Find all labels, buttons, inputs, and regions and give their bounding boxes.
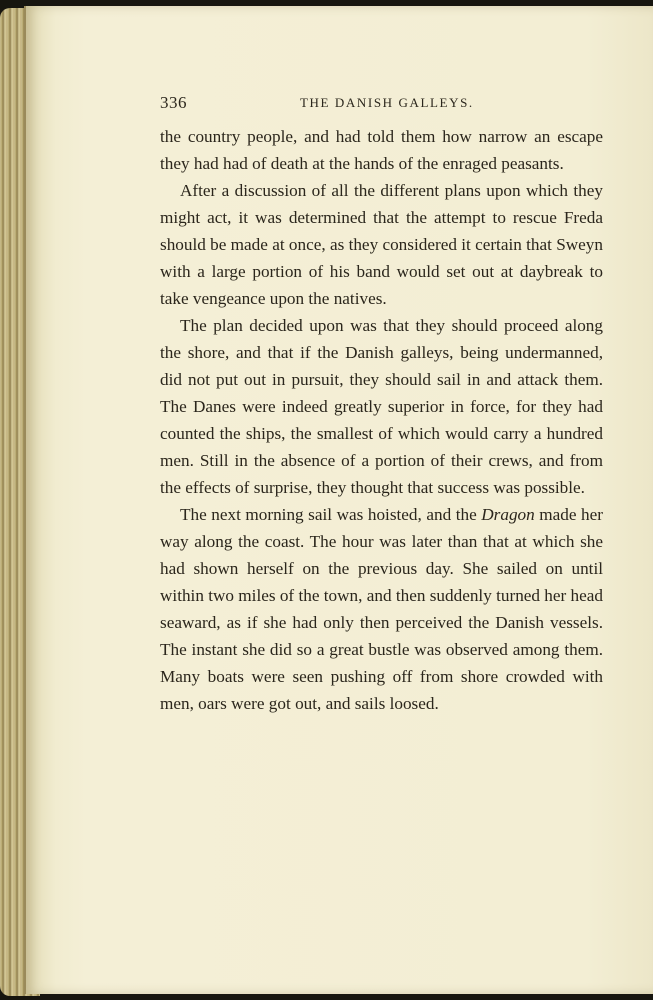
paragraph-1: the country people, and had told them how narrow an escape they had had of death at the hands of the enraged peasants. (160, 127, 603, 173)
paragraph-4-text-before: The next morning sail was hoisted, and the (180, 505, 482, 524)
text-block (160, 93, 603, 717)
paragraph-2: After a discussion of all the different plans upon which they might act, it was determined that the attempt to rescue Freda should be made at once, as they considered it certain that Sweyn with a large portion of his band would set out at daybreak to take vengeance upon the natives. (160, 181, 603, 308)
paragraph-3: The plan decided upon was that they should proceed along the shore, and that if the Danish galleys, being undermanned, did not put out in pursuit, they should sail in and attack them. The Danes were indeed greatly superior in force, for they had counted the ships, the smallest of which would carry a hundred men. Still in the absence of a portion of their crews, and from the effects of surprise, they thought that success was possible. (160, 316, 603, 497)
ship-name-dragon: Dragon (481, 505, 535, 524)
paragraph-4 (160, 501, 603, 717)
running-title: THE DANISH GALLEYS. (300, 95, 474, 110)
paragraph-4-text-after: made her way along the coast. The hour was later than that at which she had shown herself on the previous day. She sailed on until within two miles of the town, and then suddenly turned her head seaward, as if she had only then perceived the Danish vessels. The instant she did so a great bustle was observed among them. Many boats were seen pushing off from shore crowded with men, oars were got out, and sails loosed. (160, 505, 603, 713)
running-head (160, 93, 603, 119)
page-number: 336 (160, 93, 187, 112)
